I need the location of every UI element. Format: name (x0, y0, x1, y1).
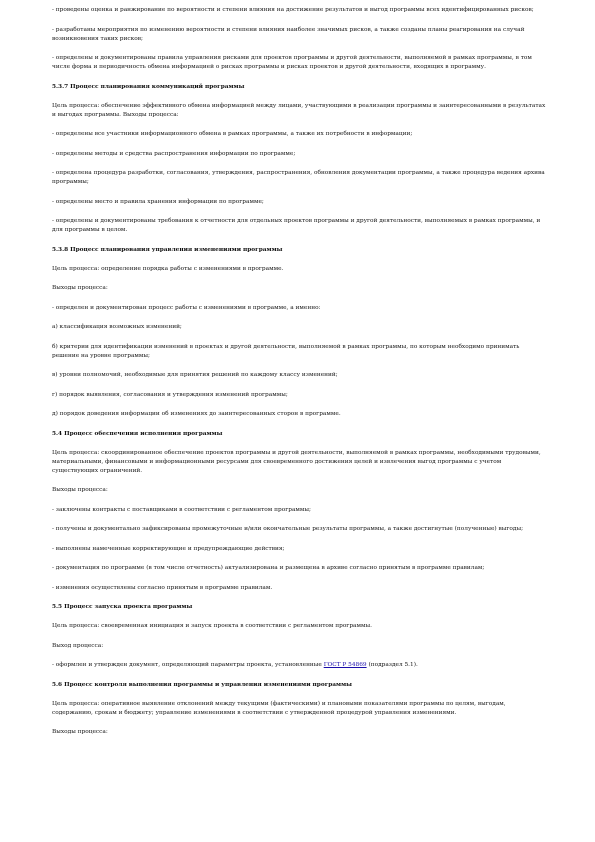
paragraph: - выполнены намеченные корректирующие и предупреждающие действия; (52, 545, 285, 552)
paragraph: - разработаны мероприятия по изменению вероятности и степени влияния наиболее значимых рисков, а также созданы планы реагирования на случай возникновения таких рисков; (52, 26, 525, 42)
gost-link[interactable]: ГОСТ Р 54869 (323, 662, 367, 668)
paragraph: б) критерии для идентификации изменений в проектах и другой деятельности, выполняемой в рамках программы, по которым необходимо принимать решение на уровне программы; (52, 343, 520, 359)
section-heading: 5.6 Процесс контроля выполнения программы и управления изменениями программы (52, 681, 352, 688)
paragraph-text: - оформлен и утвержден документ, определяющий параметры проекта, установленные (52, 662, 324, 668)
paragraph: - определены методы и средства распространения информации по программе; (52, 150, 296, 157)
paragraph: в) уровни полномочий, необходимые для принятия решений по каждому классу изменений; (52, 372, 338, 378)
paragraph: Цель процесса: своевременная инициация и запуск проекта в соответствии с регламентом программы. (52, 623, 372, 629)
paragraph: - заключены контракты с поставщиками в соответствии с регламентом программы; (52, 506, 311, 513)
paragraph: - получены и документально зафиксированы промежуточные и/или окончательные результаты программы, а также достигнутые (полученные) выгоды; (52, 526, 524, 532)
paragraph: г) порядок выявления, согласования и утверждения изменений программы; (52, 391, 288, 398)
paragraph: Цель процесса: скоординированное обеспечение проектов программы и другой деятельности, выполняемой в рамках программы, необходимыми трудовыми, материальными, финансовыми и информационными ресурсами для своевременного достижения целей и извлечения выгод программы с учетом существующих ограничений. (52, 449, 541, 474)
paragraph: - проведены оценка и ранжирование по вероятности и степени влияния на достижение результатов и выгод программы всех идентифицированных рисков; (52, 7, 534, 13)
document-body (52, 6, 548, 748)
section-heading: 5.4 Процесс обеспечения исполнения программы (52, 430, 223, 437)
paragraph: - определен и документирован процесс работы с изменениями в программе, а именно: (52, 304, 321, 311)
paragraph: Выход процесса: (52, 642, 104, 649)
paragraph: - документация по программе (в том числе отчетность) актуализирована и размещена в архиве согласно принятым в программе правилам; (52, 565, 485, 571)
paragraph: - изменения осуществлены согласно принятым в программе правилам. (52, 584, 273, 591)
paragraph: д) порядок доведения информации об изменениях до заинтересованных сторон в программе. (52, 411, 341, 417)
paragraph: - определены все участники информационного обмена в рамках программы, а также их потребности в информации; (52, 131, 413, 137)
paragraph: Цель процесса: обеспечение эффективного обмена информацией между лицами, участвующими в реализации программы и заинтересованными в результатах и выгодах программы. Выходы процесса: (52, 102, 546, 118)
section-heading: 5.3.8 Процесс планирования управления изменениями программы (52, 246, 283, 253)
paragraph: - определена процедура разработки, согласования, утверждения, распространения, обновления документации программы, а также процедура ведения архива программы; (52, 170, 545, 185)
paragraph: Цель процесса: определение порядка работы с изменениями в программе. (52, 265, 284, 272)
section-heading: 5.3.7 Процесс планирования коммуникаций программы (52, 83, 245, 90)
paragraph-text: (подраздел 5.1). (366, 662, 418, 668)
paragraph-with-link (52, 661, 548, 670)
paragraph: а) классификация возможных изменений; (52, 324, 182, 330)
paragraph: - определены и документированы правила управления рисками для проектов программы и другой деятельности, выполняемой в рамках программы, в том числе форма и периодичность обмена информацией о рисках программы и рисках проектов и другой деятельности, входящих в программу. (52, 55, 532, 70)
paragraph: Выходы процесса: (52, 729, 108, 735)
paragraph: Выходы процесса: (52, 285, 108, 291)
section-heading: 5.5 Процесс запуска проекта программы (52, 604, 193, 610)
paragraph: - определены место и правила хранения информации по программе; (52, 198, 264, 205)
paragraph: Выходы процесса: (52, 487, 108, 493)
paragraph: Цель процесса: оперативное выявление отклонений между текущими (фактическими) и плановыми показателями программы по целям, выгодам, содержанию, срокам и бюджету; управление изменениями в соответствии с утвержденной процедурой управления изменениями. (52, 700, 506, 716)
paragraph: - определены и документированы требования к отчетности для отдельных проектов программы и другой деятельности, выполняемых в рамках программы, и для программы в целом. (52, 218, 541, 233)
